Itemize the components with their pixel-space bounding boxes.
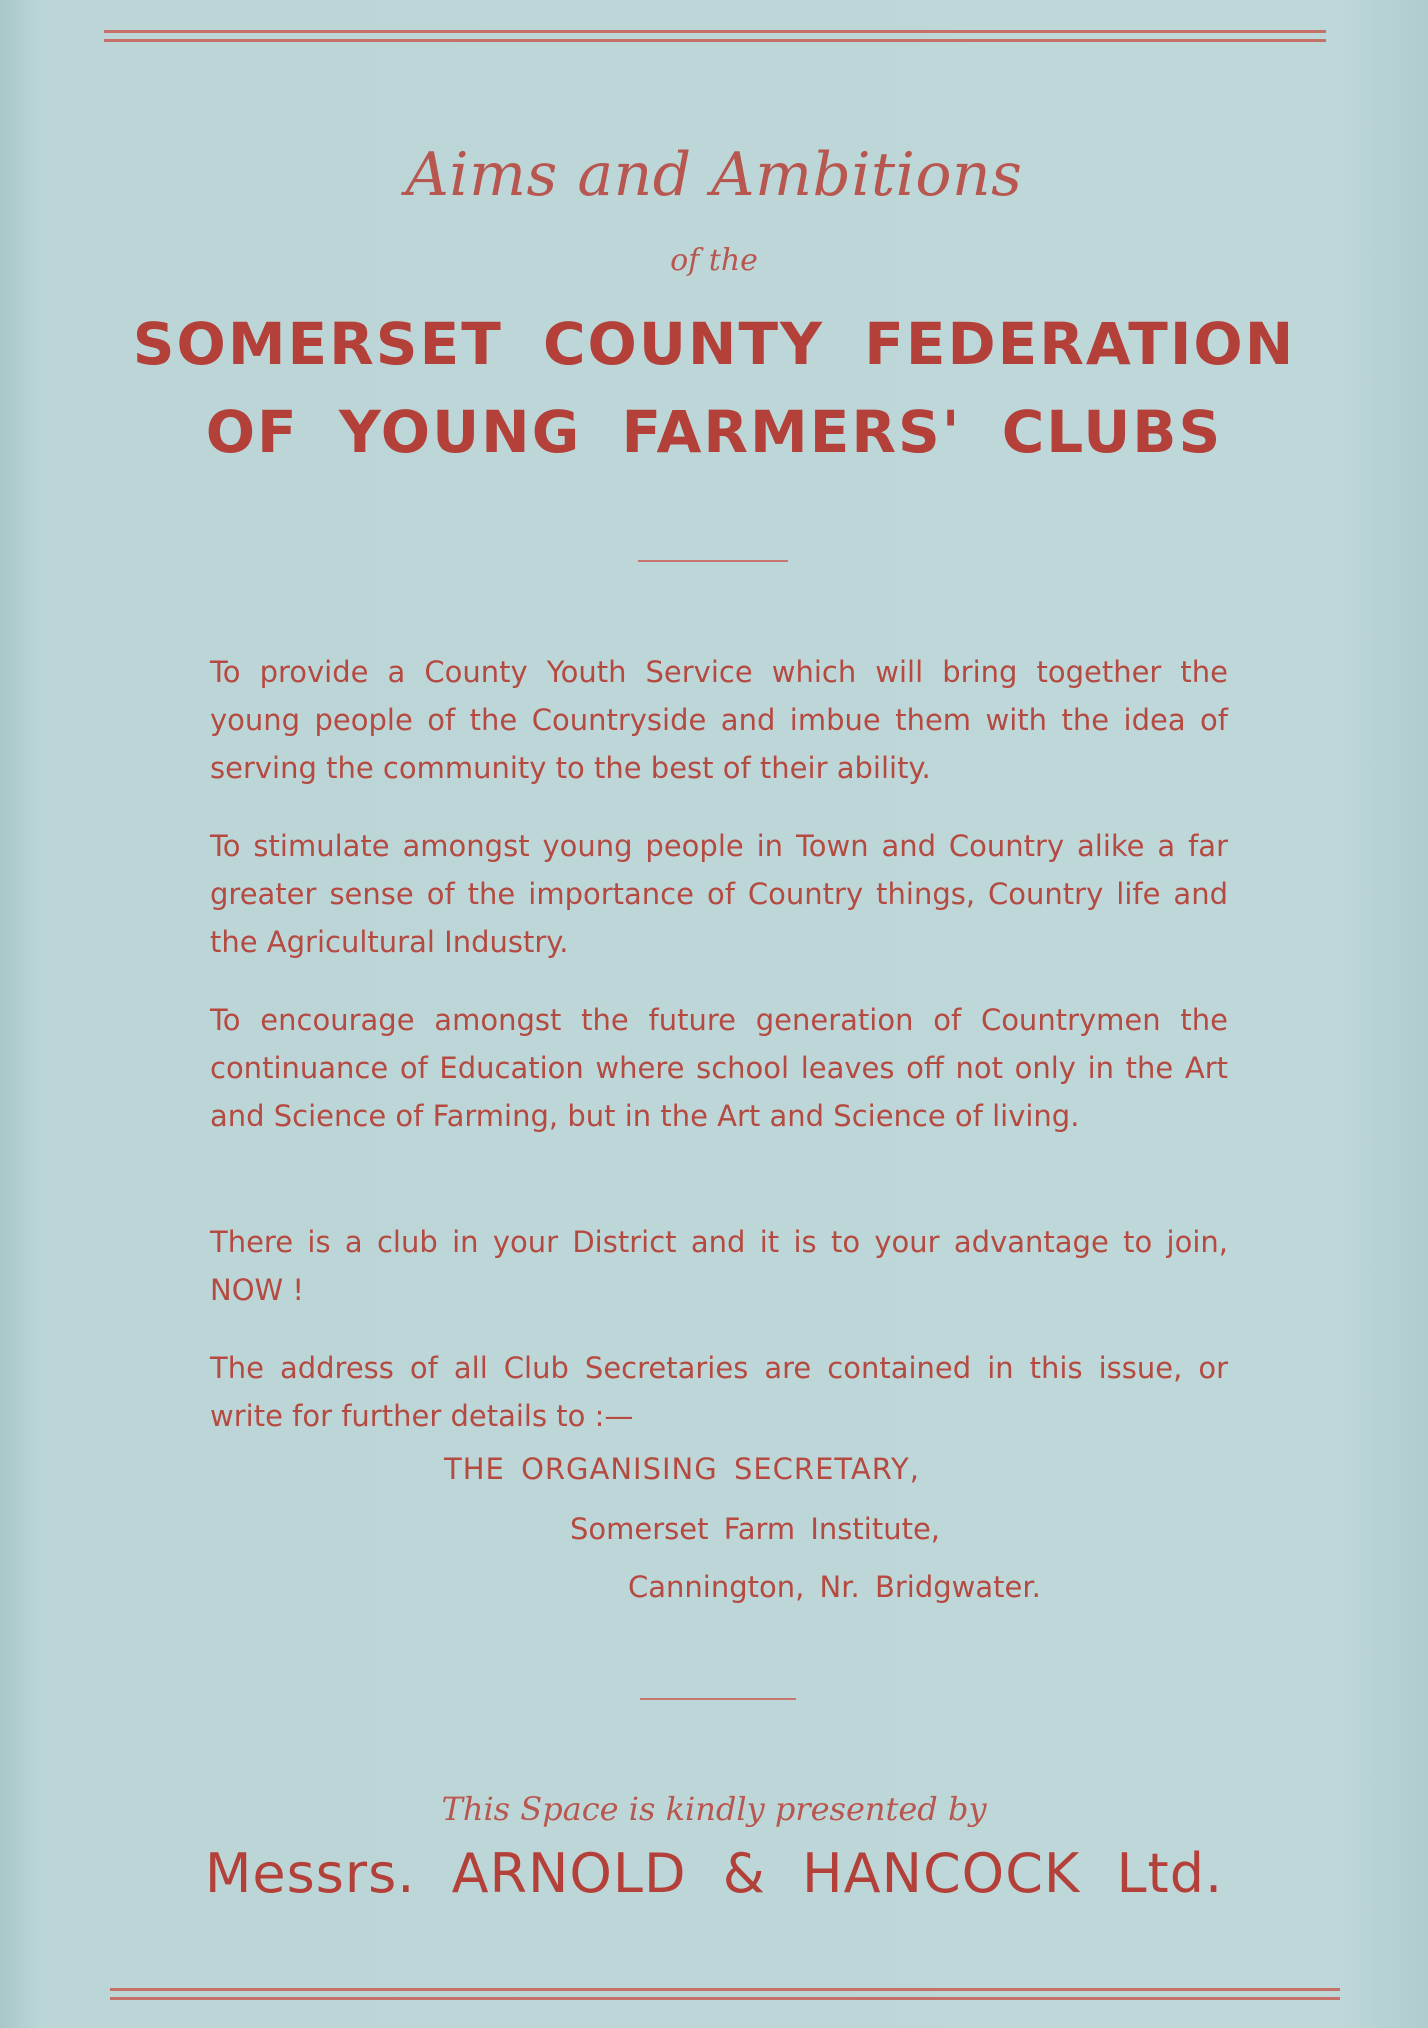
aim-paragraph-2: To stimulate amongst young people in Town and Country alike a far greater sense of the importance of Country things, Country life and the Agricultural Industry. — [210, 829, 1228, 959]
address-intro-paragraph: The address of all Club Secretaries are contained in this issue, or write for further details to :— — [210, 1351, 1228, 1433]
aim-paragraph-3: To encourage amongst the future generation of Countrymen the continuance of Education where school leaves off not only in the Art and Science of Farming, but in the Art and Science of living. — [210, 1003, 1228, 1133]
presented-by-line: This Space is kindly presented by — [441, 1790, 987, 1828]
aim-paragraph-1: To provide a County Youth Service which will bring together the young people of the Countryside and imbue them with the idea of serving the community to the best of their ability. — [210, 655, 1228, 785]
org-name-line-2: OF YOUNG FARMERS' CLUBS — [205, 398, 1223, 466]
divider-bottom — [640, 1698, 796, 1700]
aims-title: Aims and Ambitions — [405, 140, 1023, 210]
of-the-label: of the — [670, 243, 758, 278]
address-line-2: Somerset Farm Institute, — [570, 1512, 941, 1546]
address-line-1: THE ORGANISING SECRETARY, — [444, 1452, 920, 1486]
divider-top — [638, 560, 788, 562]
join-paragraph: There is a club in your District and it is to your advantage to join, NOW ! — [210, 1225, 1228, 1307]
top-double-rule — [104, 30, 1326, 42]
org-name-line-1: SOMERSET COUNTY FEDERATION — [132, 310, 1296, 378]
bottom-double-rule — [110, 1988, 1340, 2000]
sponsor-name: Messrs. ARNOLD & HANCOCK Ltd. — [204, 1842, 1224, 1905]
address-line-3: Cannington, Nr. Bridgwater. — [628, 1570, 1041, 1604]
